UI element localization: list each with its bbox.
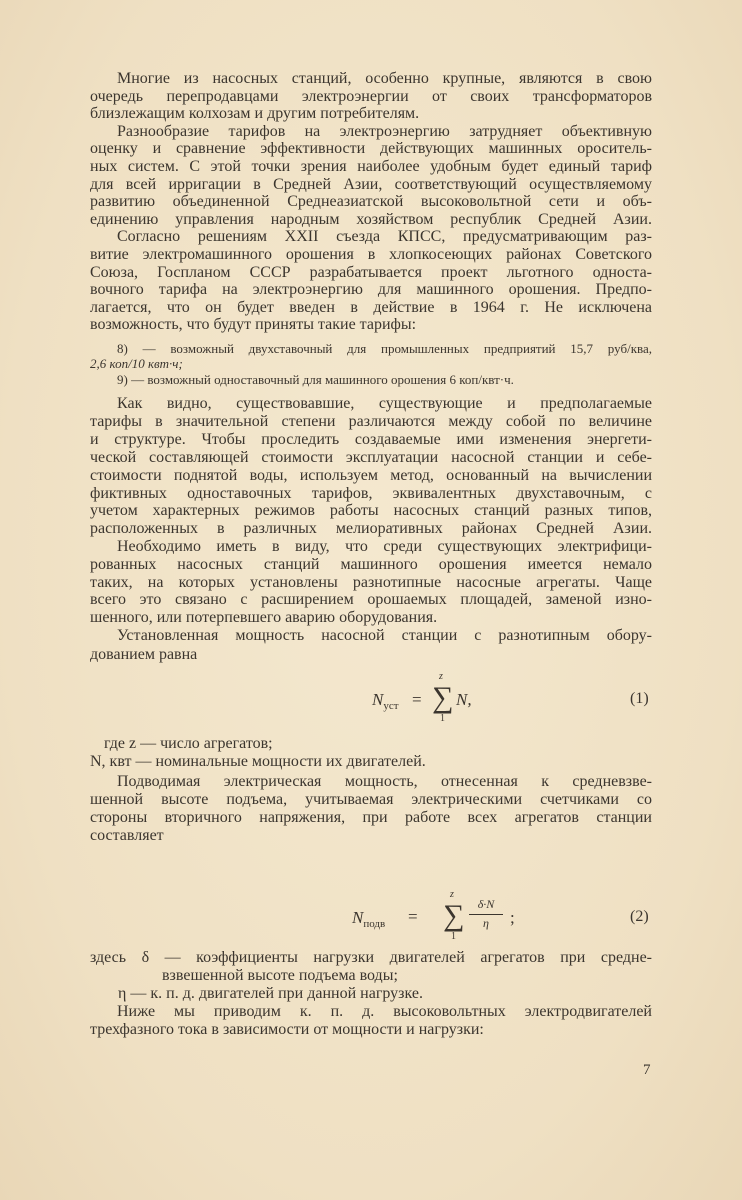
text-line: рованных насосных станций машинного орошения имеется немало	[90, 555, 652, 573]
text-line: η — к. п. д. двигателей при данной нагрузке.	[118, 985, 423, 1002]
text-line: Как видно, существовавшие, существующие и предполагаемые	[117, 395, 652, 412]
text-line: Установленная мощность насосной станции с разнотипным обору-	[117, 627, 652, 644]
sum-symbol: ∑	[432, 681, 454, 714]
text-line: Подводимая электрическая мощность, отнесенная к средневзве-	[117, 773, 652, 790]
page-number: 7	[643, 1062, 651, 1078]
text-line: Согласно решениям XXII съезда КПСС, предусматривающим раз-	[117, 228, 652, 246]
formula-2-numerator: δ·N	[477, 897, 495, 911]
formula-1-eq: =	[412, 690, 422, 709]
text-line: Союза, Госпланом СССР разрабатывается проект льготного односта-	[90, 263, 652, 281]
text-line: лагается, что он будет введен в действие в 1964 г. Не исключена	[90, 298, 652, 316]
formula-2-lhs: N	[352, 908, 364, 927]
formula-2-denominator: η	[483, 916, 489, 930]
text-line: ных систем. С этой точки зрения наиболее удобным будет единый тариф	[90, 158, 652, 175]
fraction-bar	[469, 914, 503, 915]
text-line: учетом характерных режимов работы насосных станций разных типов,	[90, 502, 652, 520]
formula-2-tail: ;	[510, 908, 515, 927]
text-line: витие электромашинного орошения в хлопкосеющих районах Советского	[90, 246, 652, 263]
formula-2-eq: =	[408, 907, 418, 926]
text-line: тарифы в значительной степени различаются между собой по величине	[90, 412, 652, 430]
text-line: N, квт — номинальные мощности их двигателей.	[90, 753, 426, 770]
formula-1-body: N,	[456, 690, 472, 709]
text-line: дованием равна	[90, 646, 198, 663]
text-line: таких, на которых установлены разнотипные насосные агрегаты. Чаще	[90, 573, 652, 591]
formula-1-lhs-sub: уст	[383, 700, 399, 712]
text-line: составляет	[90, 827, 164, 844]
formula-1-sum-upper: z	[439, 671, 443, 682]
text-line: расположенных в различных мелиоративных районах Средней Азии.	[90, 520, 652, 538]
formula-2-lhs-sub: подв	[363, 918, 386, 930]
sum-symbol: ∑	[443, 899, 465, 932]
formula-1-lhs: N	[372, 690, 384, 709]
text-line: стороны вторичного напряжения, при работе всех агрегатов станции	[90, 809, 652, 826]
formula-2-sum-lower: 1	[451, 931, 456, 942]
text-line: Многие из насосных станций, особенно крупные, являются в свою	[117, 70, 652, 87]
formula-1-sum-lower: 1	[440, 713, 445, 724]
text-line: Разнообразие тарифов на электроэнергию затрудняет объективную	[117, 122, 652, 140]
text-line: близлежащим колхозам и другим потребителям.	[90, 105, 420, 123]
equation-number-1: (1)	[630, 690, 649, 707]
text-line: вочного тарифа на электроэнергию для машинного орошения. Предпо-	[90, 281, 652, 299]
text-line: шенной высоте подъема, учитываемая электрическими счетчиками со	[90, 791, 652, 808]
text-line: развитию объединенной Среднеазиатской высоковольтной сети и объ-	[90, 193, 652, 211]
text-line: и структуре. Чтобы проследить создаваемые ими изменения энергети-	[90, 430, 652, 448]
text-line: Ниже мы приводим к. п. д. высоковольтных электродвигателей	[117, 1003, 652, 1020]
text-line: стоимости поднятой воды, используем метод, основанный на вычислении	[90, 466, 652, 484]
formula-2-sum-upper: z	[450, 889, 454, 900]
text-line: фиктивных одноставочных тарифов, эквивалентных двухставочным, с	[90, 484, 652, 502]
text-line: Необходимо иметь в виду, что среди существующих электрифици-	[117, 538, 652, 555]
text-line: возможность, что будут приняты такие тарифы:	[90, 316, 417, 334]
text-line: где z — число агрегатов;	[104, 735, 273, 752]
text-line: шенного, или потерпевшего аварию оборудования.	[90, 609, 438, 627]
text-line: единению управления народным хозяйством республик Средней Азии.	[90, 210, 652, 228]
text-line: очередь перепродавцами электроэнергии от своих трансформаторов	[90, 87, 652, 105]
text-line: оценку и сравнение эффективности действующих машинных ороситель-	[90, 140, 652, 158]
text-line: всего это связано с расширением орошаемых площадей, заменой изно-	[90, 591, 652, 609]
text-line: 8) — возможный двухставочный для промышленных предприятий 15,7 руб/ква,	[117, 341, 652, 356]
equation-number-2: (2)	[630, 908, 649, 925]
text-line: здесь δ — коэффициенты нагрузки двигателей агрегатов при средне-	[90, 949, 652, 966]
text-line: для всей ирригации в Средней Азии, соответствующий осуществляемому	[90, 175, 652, 193]
text-line: 9) — возможный одноставочный для машинного орошения 6 коп/квт·ч.	[117, 372, 514, 387]
text-line: ческой составляющей стоимости эксплуатации насосной станции и себе-	[90, 448, 652, 466]
text-line: трехфазного тока в зависимости от мощности и нагрузки:	[90, 1021, 484, 1038]
text-line: взвешенной высоте подъема воды;	[162, 967, 398, 984]
text-line: 2,6 коп/10 квт·ч;	[90, 356, 183, 371]
